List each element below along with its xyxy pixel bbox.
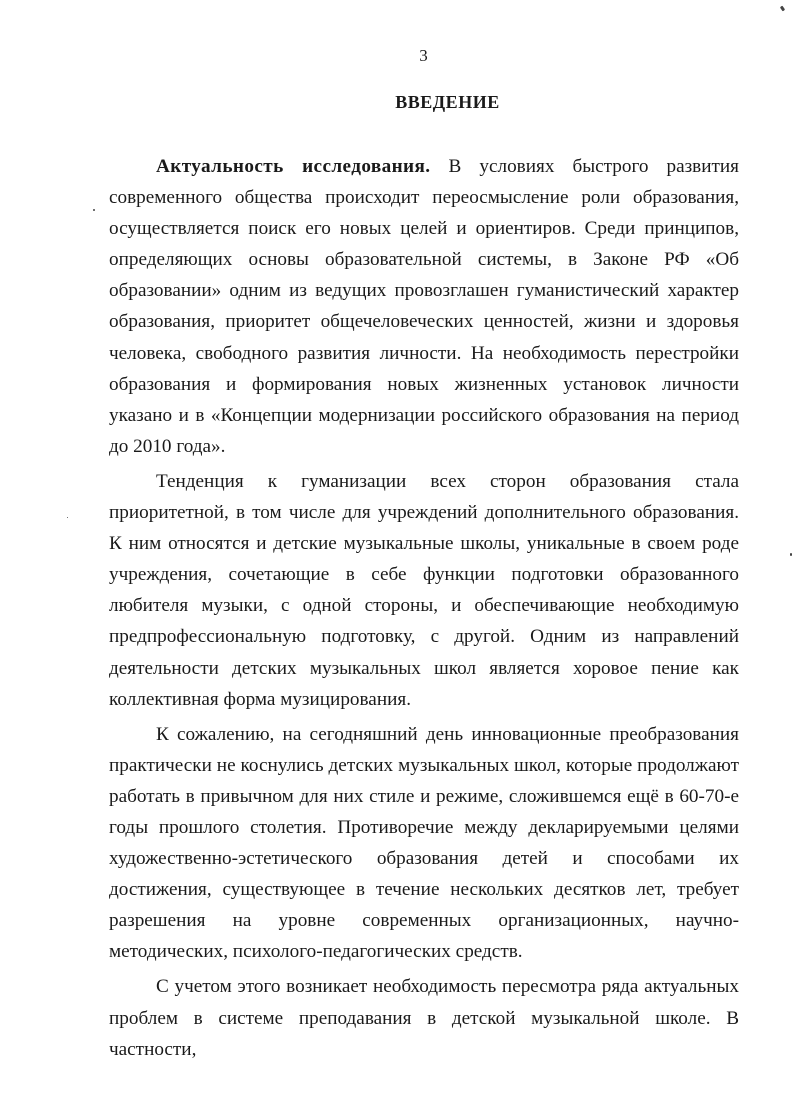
paragraph-text: Тенденция к гуманизации всех сторон образования стала приоритетной, в том числе для учреждений дополнительного образования. К ним относятся и детские музыкальные школы, уникальные в своем роде учреждения, сочетающие в себе функции подготовки образованного любителя музыки, с одной стороны, и обеспечивающие необходимую предпрофессиональную подготовку, с другой. Одним из направлений деятельности детских музыкальных школ является хоровое пение как коллективная форма музицирования. — [109, 470, 739, 710]
scan-speck — [790, 553, 792, 556]
paragraph-revision — [109, 971, 739, 1064]
page-number: 3 — [419, 46, 428, 65]
paragraph-text: К сожалению, на сегодняшний день инновационные преобразования практически не коснулись детских музыкальных школ, которые продолжают работать в привычном для них стиле и режиме, сложившемся ещё в 60-70-е годы прошлого столетия. Противоречие между декларируемыми целями художественно-эстетического образования детей и способами их достижения, существующее в течение нескольких десятков лет, требует разрешения на уровне современных организационных, научно-методических, психолого-педагогических средств. — [109, 723, 739, 963]
paragraph-text: С учетом этого возникает необходимость пересмотра ряда актуальных проблем в системе преподавания в детской музыкальной школе. В частности, — [109, 976, 739, 1060]
document-body — [109, 151, 739, 1069]
paragraph-lead: Актуальность исследования. — [156, 156, 431, 177]
scan-speck — [67, 517, 68, 518]
page-title: ВВЕДЕНИЕ — [395, 92, 500, 112]
paragraph-innovation — [109, 719, 739, 968]
paragraph-relevance — [109, 151, 739, 462]
scan-speck — [780, 6, 785, 12]
scan-speck — [93, 209, 95, 211]
paragraph-humanization — [109, 466, 739, 715]
paragraph-text: В условиях быстрого развития современного общества происходит переосмысление роли образования, осуществляется поиск его новых целей и ориентиров. Среди принципов, определяющих основы образовательной системы, в Законе РФ «Об образовании» одним из ведущих провозглашен гуманистический характер образования, приоритет общечеловеческих ценностей, жизни и здоровья человека, свободного развития личности. На необходимость перестройки образования и формирования новых жизненных установок личности указано и в «Концепции модернизации российского образования на период до 2010 года». — [109, 156, 739, 457]
